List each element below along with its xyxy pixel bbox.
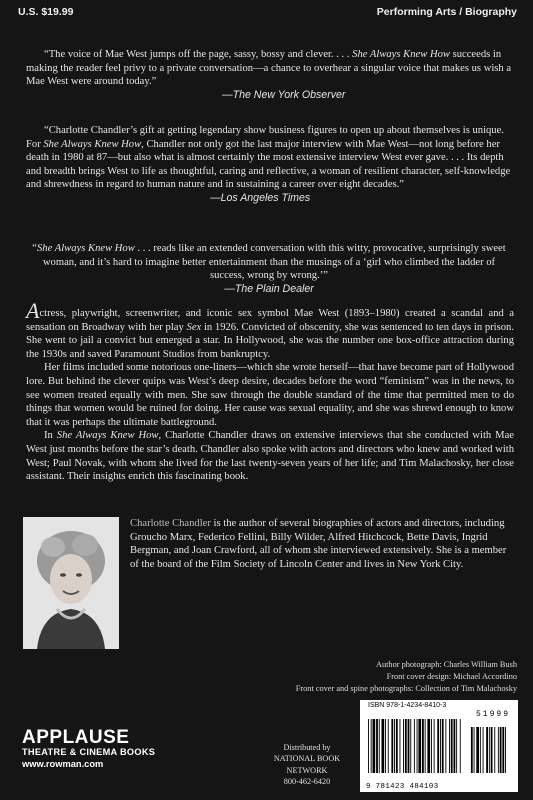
barcode-bar	[400, 719, 401, 773]
price-code-bar	[491, 727, 493, 773]
price-code-bar	[474, 727, 475, 773]
book-title: She Always Knew How	[43, 138, 142, 150]
barcode-bar	[385, 719, 386, 773]
isbn-label: ISBN 978-1-4234-8410-3	[368, 702, 447, 709]
price-label: U.S. $19.99	[18, 6, 74, 18]
barcode-bar	[460, 719, 461, 773]
book-title: She Always Knew How	[352, 49, 450, 60]
price-code-bar	[494, 727, 495, 773]
description-text: In	[44, 430, 57, 442]
price-code-bar	[502, 727, 504, 773]
price-code-bar	[505, 727, 506, 773]
publisher-subtitle: THEATRE & CINEMA BOOKS	[22, 747, 156, 757]
barcode-bar	[451, 719, 453, 773]
barcode-bar	[403, 719, 404, 773]
barcode-bar	[456, 719, 457, 773]
distrib-line: 800-462-6420	[283, 776, 331, 786]
barcode	[360, 700, 518, 792]
barcode-bar	[405, 719, 407, 773]
publisher-url: www.rowman.com	[22, 759, 104, 769]
author-portrait-illustration	[23, 517, 119, 649]
quote-source: —The New York Observer	[222, 88, 346, 101]
barcode-bar	[437, 719, 439, 773]
barcode-bar	[440, 719, 441, 773]
barcode-bar	[388, 719, 389, 773]
barcode-bar	[376, 719, 378, 773]
quote-source: —Los Angeles Times	[210, 191, 311, 204]
barcode-bar	[418, 719, 421, 773]
barcode-bar	[422, 719, 424, 773]
category-label: Performing Arts / Biography	[376, 6, 517, 18]
price-code-bar	[489, 727, 490, 773]
distrib-line: NATIONAL BOOK NETWORK	[273, 754, 341, 775]
price-code-bar	[471, 727, 473, 773]
barcode-bar	[373, 719, 376, 773]
description-paragraph	[26, 429, 514, 483]
credit-line: Front cover and spine photographs: Collection of Tim Malachosky	[295, 684, 517, 694]
description-paragraph: Her films included some notorious one-liners—which she wrote herself—that have become part of Hollywood lore. But behind the clever quips was West’s deep desire, decades before the word “feminism” was in the news, to see women treated equally with men. She saw through the double standard of the time that permitted men to do things that women would be ruined for doing. Her cause was sexual equality, and she was shrewd enough to know that it was perhaps the ultimate battleground.	[26, 362, 514, 428]
distribution-info	[257, 742, 357, 787]
barcode-bar	[454, 719, 456, 773]
price-code-bar	[498, 727, 499, 773]
quote-text	[26, 242, 512, 283]
credit-line: Author photograph: Charles William Bush	[375, 660, 517, 669]
barcode-bar	[449, 719, 450, 773]
barcode-bar	[396, 719, 398, 773]
author-name: Charlotte Chandler	[130, 518, 211, 529]
quote-los-angeles-times	[26, 124, 512, 206]
barcode-bar	[408, 719, 410, 773]
price-code-bar	[486, 727, 488, 773]
quote-prefix: “Charlotte Chandler’s gift at getting legendary show business figures to open up about themselves is unique. For	[26, 125, 504, 150]
quote-text	[26, 48, 512, 89]
description-text: ctress, playwright, screenwriter, and iconic sex symbol Mae West (1893–1980) created a scandal and a sensation on Broadway with her play	[26, 308, 514, 333]
quote-text	[26, 124, 512, 192]
barcode-bar	[414, 719, 415, 773]
barcode-bar	[427, 719, 430, 773]
description-paragraph	[26, 298, 514, 361]
drop-cap: A	[26, 298, 40, 323]
quote-plain-dealer	[26, 242, 512, 296]
quote-suffix: , Chandler not only got the last major interview with Mae West—not long before her death in 1980 at 87—but also what is almost certainly the most extensive interview West ever gave. . . . Its depth and breadth brings West to life as thoughtful, caring and reflective, a woman of resilient character, self-knowledge and shrewdness in regard to human nature and in sustaining a career over eight decades.”	[26, 138, 511, 191]
book-description	[26, 298, 514, 484]
credits	[296, 659, 517, 696]
barcode-bar	[445, 719, 446, 773]
barcode-bar	[434, 719, 435, 773]
price-code-bar	[476, 727, 479, 773]
barcode-digits: 9 781423 484103	[366, 783, 439, 791]
book-title: She Always Knew How	[56, 430, 159, 442]
barcode-price-code: 51999	[475, 710, 510, 719]
barcode-bar	[394, 719, 395, 773]
top-bar	[18, 6, 517, 22]
barcode-bar	[425, 719, 426, 773]
quote-new-york-observer	[26, 48, 512, 102]
barcode-bar	[391, 719, 393, 773]
quote-prefix: “	[32, 243, 37, 254]
barcode-bar	[368, 719, 369, 773]
credit-line: Front cover design: Michael Accordino	[386, 672, 517, 682]
play-title: Sex	[186, 321, 202, 333]
publisher-name: APPLAUSE	[22, 727, 130, 748]
barcode-bars	[366, 711, 512, 779]
book-title: She Always Knew How	[37, 243, 135, 254]
quote-suffix: . . . reads like an extended conversation with this witty, provocative, surprisingly sweet woman, and it’s hard to imagine better entertainment than the musings of a ‘girl who climbed the ladder of success, wrong by wrong.’”	[42, 243, 506, 282]
bio-text: is the author of several biographies of actors and directors, including Groucho Marx, Federico Fellini, Billy Wilder, Alfred Hitchcock, Bette Davis, Ingrid Bergman, and Joan Crawford, all of whom she interviewed extensively. She is a member of the board of the Film Society of Lincoln Center and lives in New York City.	[130, 518, 507, 570]
price-code-bar	[480, 727, 481, 773]
quote-prefix: “The voice of Mae West jumps off the page, sassy, bossy and clever. . . .	[44, 49, 353, 60]
barcode-bar	[442, 719, 444, 773]
author-bio	[130, 517, 514, 571]
description-text: in 1926. Convicted of obscenity, she was sentenced to ten days in prison. She went to jail a convict but emerged a star. In Hollywood, she was the number one box-office attraction during the 1930s and saved Paramount Studios from bankruptcy.	[26, 321, 514, 360]
publisher-logo	[22, 728, 162, 771]
barcode-bar	[417, 719, 418, 773]
barcode-bar	[431, 719, 432, 773]
barcode-bar	[382, 719, 385, 773]
description-text: , Charlotte Chandler draws on extensive interviews that she conducted with Mae West just months before the star’s death. Chandler also spoke with actors and directors who knew and worked with West; Paul Novak, with whom she lived for the last twenty-seven years of her life; and Tim Malachosky, her close assistant. Their insights enrich this fascinating book.	[26, 430, 514, 483]
barcode-bar	[410, 719, 411, 773]
author-photo	[23, 517, 119, 649]
price-code-bar	[500, 727, 502, 773]
barcode-bar	[371, 719, 372, 773]
quote-source: —The Plain Dealer	[224, 282, 314, 295]
distrib-line: Distributed by	[283, 743, 331, 752]
price-code-bar	[483, 727, 484, 773]
barcode-bar	[379, 719, 380, 773]
quote-suffix: succeeds in making the reader feel privy to a private conversation—a chance to overhear a singular voice that makes us wish a Mae West were around today.”	[26, 49, 512, 88]
